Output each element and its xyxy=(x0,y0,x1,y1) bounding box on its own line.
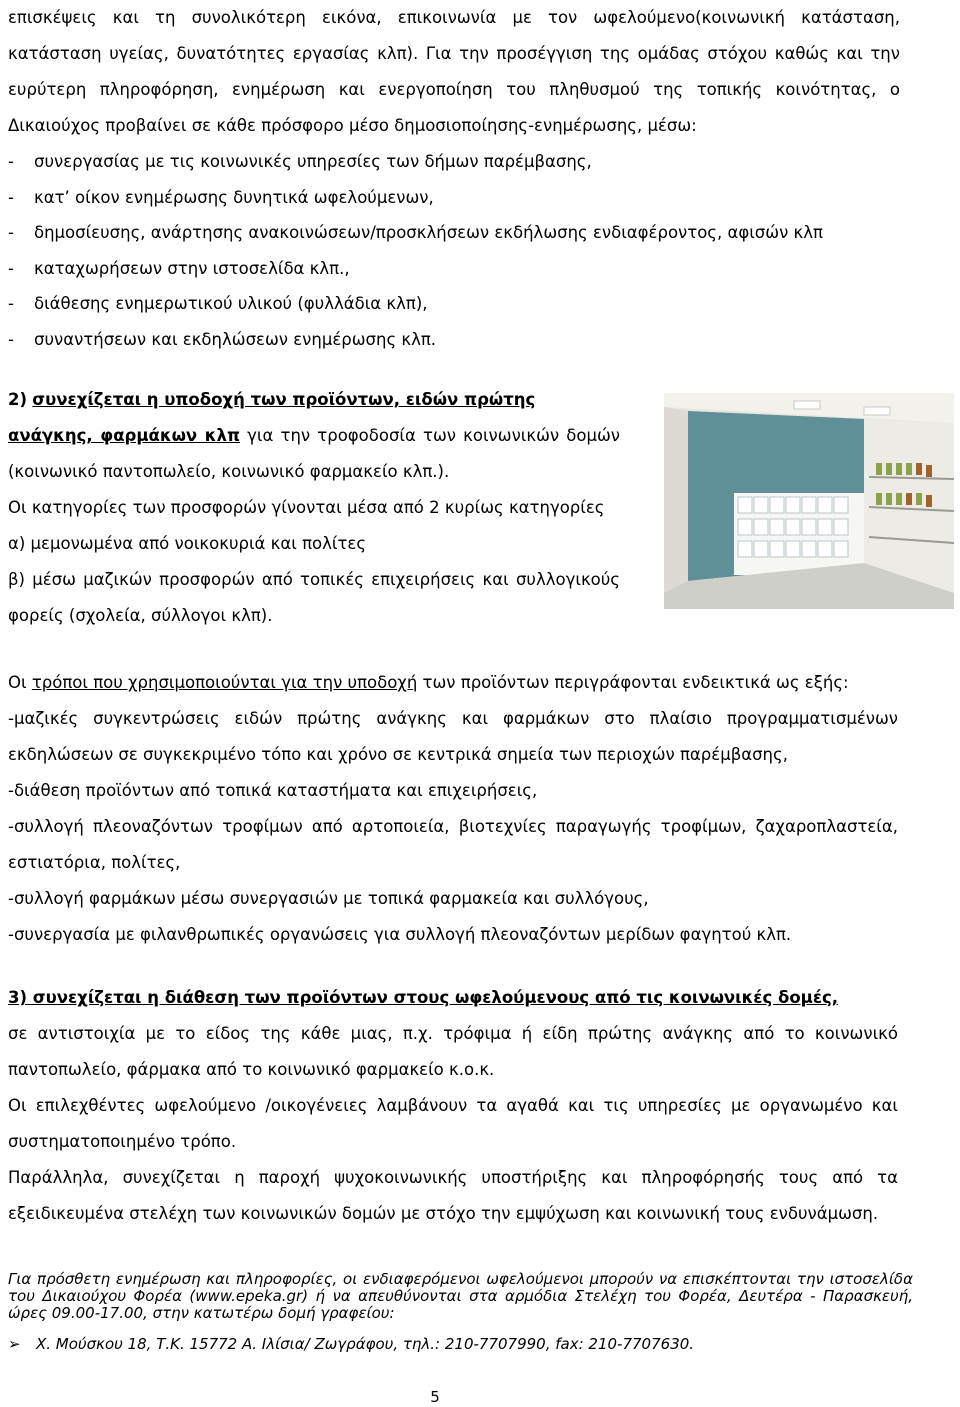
method-item: -συλλογή φαρμάκων μέσω συνεργασιών με τοπικά φαρμακεία και συλλόγους, xyxy=(8,889,649,908)
methods-underlined: τρόποι που χρησιμοποιούνται για την υποδοχή xyxy=(31,673,418,692)
pharmacy-shelves-photo xyxy=(664,393,954,609)
contact-note: Για πρόσθετη ενημέρωση και πληροφορίες, οι ενδιαφερόμενοι ωφελούμενοι μπορούν να επισκέπτονται την ιστοσελίδα του Δικαιούχου Φορέα (www.epeka.gr) ή να απευθύνονται στα αρμόδια Στελέχη του Φορέα, Δευτέρα - Παρασκευή, ώρες 09.00-17.00, στην κατωτέρω δομή γραφείου: xyxy=(8,1270,913,1322)
offer-a: α) μεμονωμένα από νοικοκυριά και πολίτες xyxy=(8,534,367,553)
intro-line: κατάσταση υγείας, δυνατότητες εργασίας κλπ). Για την προσέγγιση της ομάδας στόχου καθώς και την xyxy=(8,44,900,63)
list-item xyxy=(8,286,908,322)
methods-intro xyxy=(8,665,898,701)
section-2-heading xyxy=(8,382,620,418)
section-2 xyxy=(8,382,620,634)
section-3-text: Παράλληλα, συνεχίζεται η παροχή ψυχοκοινωνικής υποστήριξης και πληροφόρησής τους από τα εξειδικευμένα στελέχη των κοινωνικών δομών με στόχο την εμψύχωση και κοινωνική τους ενδυνάμωση. xyxy=(8,1168,898,1223)
intro-paragraph xyxy=(8,0,900,144)
method-item: -συλλογή πλεοναζόντων τροφίμων από αρτοποιεία, βιοτεχνίες παραγωγής τροφίμων, ζαχαροπλαστεία, εστιατόρια, πολίτες, xyxy=(8,817,898,872)
list-item xyxy=(8,180,908,216)
dash-bullet: - xyxy=(8,223,14,242)
intro-line: ευρύτερη πληροφόρηση, ενημέρωση και ενεργοποίηση του πληθυσμού της τοπικής κοινότητας, ο xyxy=(8,80,900,99)
arrow-bullet-icon: ➢ xyxy=(8,1335,21,1353)
section-3-heading-text: 3) συνεχίζεται η διάθεση των προϊόντων στους ωφελούμενους από τις κοινωνικές δομές, xyxy=(8,988,839,1007)
section-2-methods xyxy=(8,665,898,953)
list-item-text: συνεργασίας με τις κοινωνικές υπηρεσίες των δήμων παρέμβασης, xyxy=(34,152,592,171)
list-item xyxy=(8,322,908,358)
dissemination-list xyxy=(8,144,908,357)
method-item: -μαζικές συγκεντρώσεις ειδών πρώτης ανάγκης και φαρμάκων στο πλαίσιο προγραμματισμένων εκδηλώσεων σε συγκεκριμένο τόπο και χρόνο σε κεντρικά σημεία των περιοχών παρέμβασης, xyxy=(8,709,898,764)
list-item xyxy=(8,251,908,287)
offer-b: β) μέσω μαζικών προσφορών από τοπικές επιχειρήσεις και συλλογικούς φορείς (σχολεία, σύλλογοι κλπ). xyxy=(8,570,620,625)
section-number: 2) xyxy=(8,390,28,409)
dash-bullet: - xyxy=(8,258,14,278)
address-text: Χ. Μούσκου 18, Τ.Κ. 15772 Α. Ιλίσια/ Ζωγράφου, τηλ.: 210-7707990, fax: 210-7707630. xyxy=(36,1335,695,1353)
page-number: 5 xyxy=(430,1388,440,1406)
offers-intro: Οι κατηγορίες των προσφορών γίνονται μέσα από 2 κυρίως κατηγορίες xyxy=(8,498,605,517)
section-2-intro xyxy=(8,418,620,490)
dash-bullet: - xyxy=(8,329,14,349)
section-2-heading-text: συνεχίζεται η υποδοχή των προϊόντων, ειδών πρώτης xyxy=(32,390,536,409)
methods-prefix: Οι xyxy=(8,673,32,692)
dash-bullet: - xyxy=(8,152,14,171)
address-line xyxy=(8,1336,694,1353)
method-item: -συνεργασία με φιλανθρωπικές οργανώσεις για συλλογή πλεοναζόντων μερίδων φαγητού κλπ. xyxy=(8,925,792,944)
methods-suffix: των προϊόντων περιγράφονται ενδεικτικά ως εξής: xyxy=(417,673,849,692)
list-item-text: δημοσίευσης, ανάρτησης ανακοινώσεων/προσκλήσεων εκδήλωσης ενδιαφέροντος, αφισών κλπ xyxy=(34,223,823,242)
list-item xyxy=(8,215,908,251)
list-item-text: συναντήσεων και εκδηλώσεων ενημέρωσης κλπ. xyxy=(34,329,437,349)
intro-line: Δικαιούχος προβαίνει σε κάθε πρόσφορο μέσο δημοσιοποίησης-ενημέρωσης, μέσω: xyxy=(8,116,697,135)
dash-bullet: - xyxy=(8,187,14,207)
list-item-text: διάθεσης ενημερωτικού υλικού (φυλλάδια κλπ), xyxy=(34,294,428,313)
section-3 xyxy=(8,980,898,1232)
intro-line: επισκέψεις και τη συνολικότερη εικόνα, επικοινωνία με τον ωφελούμενο(κοινωνική κατάσταση, xyxy=(8,8,900,27)
section-3-text: Οι επιλεχθέντες ωφελούμενο /οικογένειες λαμβάνουν τα αγαθά και τις υπηρεσίες με οργανωμένο και συστηματοποιημένο τρόπο. xyxy=(8,1096,898,1151)
section-3-heading xyxy=(8,980,898,1016)
pharmacy-shelves-image xyxy=(664,393,954,609)
section-2-heading-continued: ανάγκης, φαρμάκων κλπ xyxy=(8,426,241,445)
list-item xyxy=(8,144,908,180)
method-item: -διάθεση προϊόντων από τοπικά καταστήματα και επιχειρήσεις, xyxy=(8,781,538,800)
dash-bullet: - xyxy=(8,294,14,313)
list-item-text: καταχωρήσεων στην ιστοσελίδα κλπ., xyxy=(34,258,350,278)
section-2-intro-text: για την τροφοδοσία των κοινωνικών δομών (κοινωνικό παντοπωλείο, κοινωνικό φαρμακείο κλπ.). xyxy=(8,426,620,481)
list-item-text: κατ’ οίκον ενημέρωσης δυνητικά ωφελούμενων, xyxy=(34,187,434,207)
section-3-text: σε αντιστοιχία με το είδος της κάθε μιας, π.χ. τρόφιμα ή είδη πρώτης ανάγκης από το κοινωνικό παντοπωλείο, φάρμακα από το κοινωνικό φαρμακείο κ.ο.κ. xyxy=(8,1024,898,1079)
